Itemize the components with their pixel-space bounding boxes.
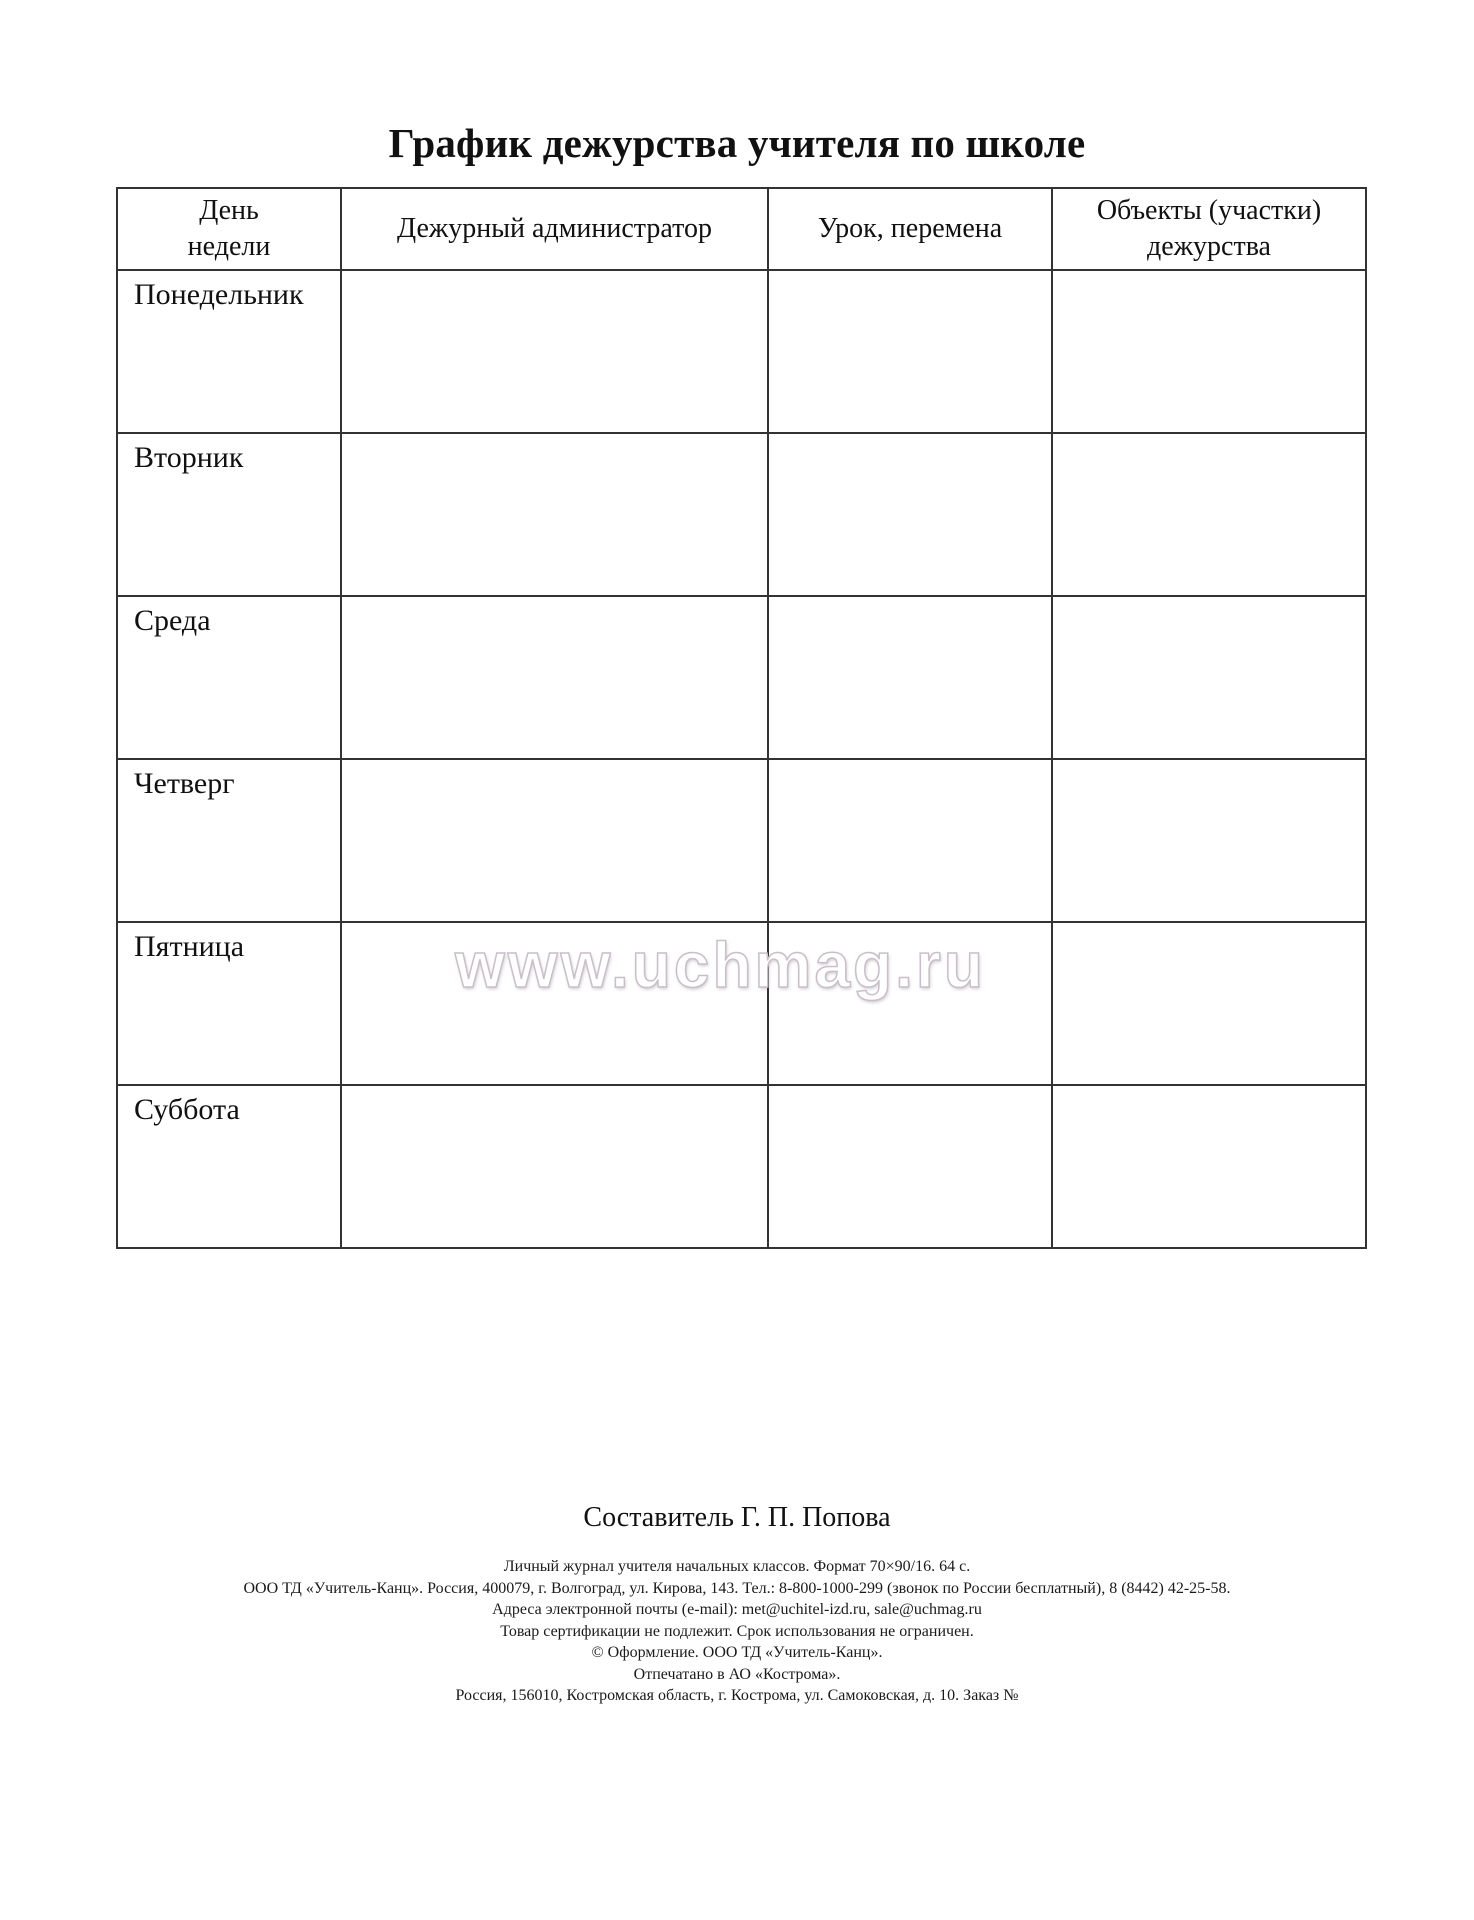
lesson-cell[interactable] <box>768 1085 1052 1248</box>
imprint-line: Россия, 156010, Костромская область, г. Кострома, ул. Самоковская, д. 10. Заказ № <box>455 1687 1019 1704</box>
day-cell-monday: Понедельник <box>117 270 341 433</box>
admin-cell[interactable] <box>341 270 768 433</box>
imprint-line: Товар сертификации не подлежит. Срок использования не ограничен. <box>500 1622 974 1640</box>
imprint-line: Отпечатано в АО «Кострома». <box>633 1665 841 1683</box>
day-cell-friday: Пятница <box>117 922 341 1085</box>
imprint-line: Личный журнал учителя начальных классов. Формат 70×90/16. 64 с. <box>503 1558 971 1575</box>
table-row <box>117 270 1366 433</box>
table-row <box>117 433 1366 596</box>
objects-cell[interactable] <box>1052 596 1366 759</box>
header-day-line2: недели <box>187 231 271 262</box>
objects-cell[interactable] <box>1052 270 1366 433</box>
admin-cell[interactable] <box>341 433 768 596</box>
header-duty-administrator: Дежурный администратор <box>341 188 768 270</box>
table-row <box>117 759 1366 922</box>
admin-cell[interactable] <box>341 1085 768 1248</box>
objects-cell[interactable] <box>1052 759 1366 922</box>
header-objects-line1: Объекты (участки) <box>1096 195 1322 226</box>
lesson-cell[interactable] <box>768 759 1052 922</box>
header-objects-line2: дежурства <box>1147 231 1271 262</box>
table-row <box>117 1085 1366 1248</box>
header-lesson-break: Урок, перемена <box>768 188 1052 270</box>
lesson-cell[interactable] <box>768 270 1052 433</box>
watermark: www.uchmag.ru <box>455 929 986 1001</box>
admin-cell[interactable] <box>341 759 768 922</box>
objects-cell[interactable] <box>1052 433 1366 596</box>
duty-schedule-table <box>116 187 1367 1249</box>
day-cell-wednesday: Среда <box>117 596 341 759</box>
compiler-credit: Составитель Г. П. Попова <box>583 1502 891 1533</box>
table-header-row <box>117 188 1366 270</box>
imprint-line: ООО ТД «Учитель-Канц». Россия, 400079, г. Волгоград, ул. Кирова, 143. Тел.: 8-800-1000-299 (звонок по России бесплатный), 8 (8442) 42-25-58. <box>243 1579 1231 1597</box>
day-cell-tuesday: Вторник <box>117 433 341 596</box>
admin-cell[interactable] <box>341 596 768 759</box>
objects-cell[interactable] <box>1052 1085 1366 1248</box>
objects-cell[interactable] <box>1052 922 1366 1085</box>
table-row <box>117 596 1366 759</box>
day-cell-thursday: Четверг <box>117 759 341 922</box>
header-duty-objects <box>1052 188 1366 270</box>
header-day-line1: День <box>199 195 259 226</box>
lesson-cell[interactable] <box>768 433 1052 596</box>
imprint-line: Адреса электронной почты (e-mail): met@uchitel-izd.ru, sale@uchmag.ru <box>492 1601 982 1618</box>
imprint-line: © Оформление. ООО ТД «Учитель-Канц». <box>591 1644 883 1661</box>
lesson-cell[interactable] <box>768 596 1052 759</box>
publisher-imprint <box>0 1556 1474 1707</box>
page-title: График дежурства учителя по школе <box>388 120 1086 166</box>
header-day-of-week <box>117 188 341 270</box>
day-cell-saturday: Суббота <box>117 1085 341 1248</box>
